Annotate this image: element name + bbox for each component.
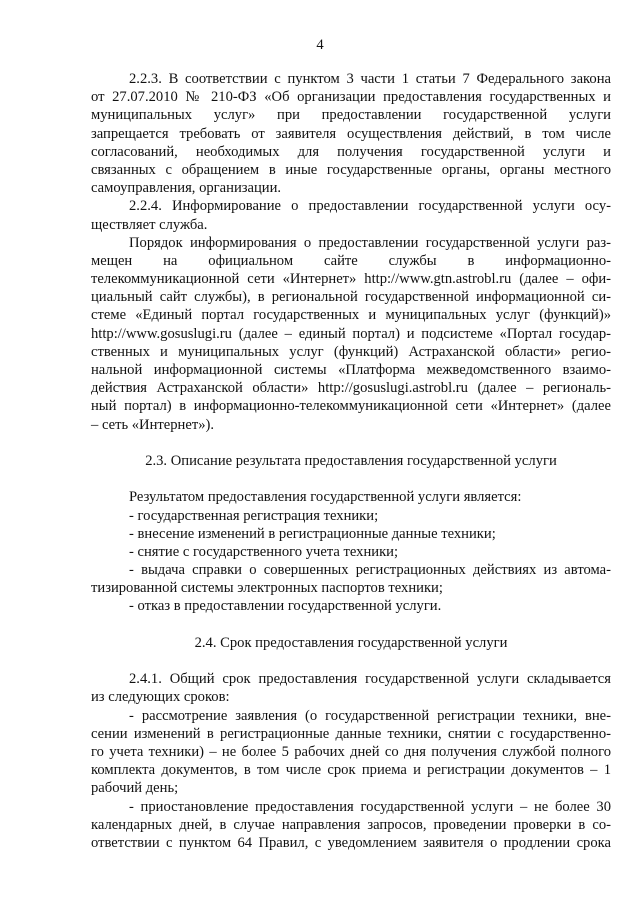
paragraph-procedure-line: ный портал) в информационно-телекоммуникационной сети «Интернет» (далее	[91, 398, 611, 415]
term-item-line: го учета техники) – не более 5 рабочих дней со дня получения службой полного	[91, 743, 611, 760]
paragraph-procedure-line: мещен на официальном сайте службы в информационно-	[91, 252, 611, 269]
paragraph-2-2-3-line: согласований, необходимых для получения государственной услуги и	[91, 143, 611, 160]
term-item-line: сении изменений в регистрационные данные техники, снятии с государственно-	[91, 725, 611, 742]
paragraph-2-2-3-line: связанных с обращением в иные государственные органы, органы местного	[91, 161, 611, 178]
term-item-line: рабочий день;	[91, 780, 179, 797]
result-item: - государственная регистрация техники;	[129, 507, 379, 524]
paragraph-2-2-3-line: от 27.07.2010 № 210-ФЗ «Об организации предоставления государственных и	[91, 89, 611, 106]
page-number: 4	[316, 37, 324, 53]
paragraph-procedure-line: телекоммуникационной сети «Интернет» http://www.gtn.astrobl.ru (далее – офи-	[91, 271, 611, 288]
term-item-line: - рассмотрение заявления (о государственной регистрации техники, вне-	[129, 707, 611, 724]
paragraph-procedure-line: ственных и муниципальных услуг (функций) Астраханской области» регио-	[91, 343, 611, 360]
term-item-line: календарных дней, в случае направления запросов, проведении проверки в со-	[91, 816, 611, 833]
term-item-line: - приостановление предоставления государственной услуги – не более 30	[129, 798, 611, 815]
paragraph-2-2-3-line: муниципальных услуг» при предоставлении государственной услуги	[91, 107, 611, 124]
paragraph-procedure-line: стеме «Единый портал государственных и муниципальных услуг (функций)»	[91, 307, 611, 324]
paragraph-procedure-line: циальный сайт службы), в региональной государственной информационной си-	[91, 289, 611, 306]
paragraph-2-2-3-line: 2.2.3. В соответствии с пунктом 3 части 1 статьи 7 Федерального закона	[129, 71, 611, 87]
section-heading-2-4: 2.4. Срок предоставления государственной услуги	[194, 634, 508, 651]
term-item-line: комплекта документов, в том числе срок приема и регистрации документов – 1	[91, 762, 611, 779]
paragraph-procedure-line: http://www.gosuslugi.ru (далее – единый портал) и подсистеме «Портал государ-	[91, 325, 611, 342]
result-item: - выдача справки о совершенных регистрационных действиях из автома-	[129, 562, 611, 579]
paragraph-2-2-3-line: самоуправления, организации.	[91, 180, 282, 197]
result-item: тизированной системы электронных паспортов техники;	[91, 580, 443, 597]
result-item: - внесение изменений в регистрационные данные техники;	[129, 525, 496, 542]
result-item: - снятие с государственного учета техники;	[129, 543, 399, 560]
paragraph-2-4-1-line: 2.4.1. Общий срок предоставления государственной услуги складывается	[129, 671, 611, 688]
paragraph-2-2-4-line: ществляет служба.	[91, 216, 208, 233]
paragraph-2-4-1-line: из следующих сроков:	[91, 689, 230, 706]
paragraph-2-2-4-line: 2.2.4. Информирование о предоставлении государственной услуги осу-	[129, 198, 611, 215]
paragraph-procedure-line: – сеть «Интернет»).	[91, 416, 215, 433]
result-intro: Результатом предоставления государственной услуги является:	[129, 489, 522, 506]
section-heading-2-3: 2.3. Описание результата предоставления государственной услуги	[145, 452, 557, 469]
paragraph-2-2-3-line: запрещается требовать от заявителя осуществления действий, в том числе	[91, 125, 611, 142]
paragraph-procedure-line: Порядок информирования о предоставлении государственной услуги раз-	[129, 234, 611, 251]
paragraph-procedure-line: нальной информационной системы «Платформа межведомственного взаимо-	[91, 362, 611, 378]
document-page	[91, 36, 611, 852]
paragraph-procedure-line: действия Астраханской области» http://gosuslugi.astrobl.ru (далее – региональ-	[91, 380, 611, 397]
result-item: - отказ в предоставлении государственной услуги.	[129, 598, 442, 615]
term-item-line: ответствии с пунктом 64 Правил, с уведомлением заявителя о продлении срока	[91, 834, 611, 851]
